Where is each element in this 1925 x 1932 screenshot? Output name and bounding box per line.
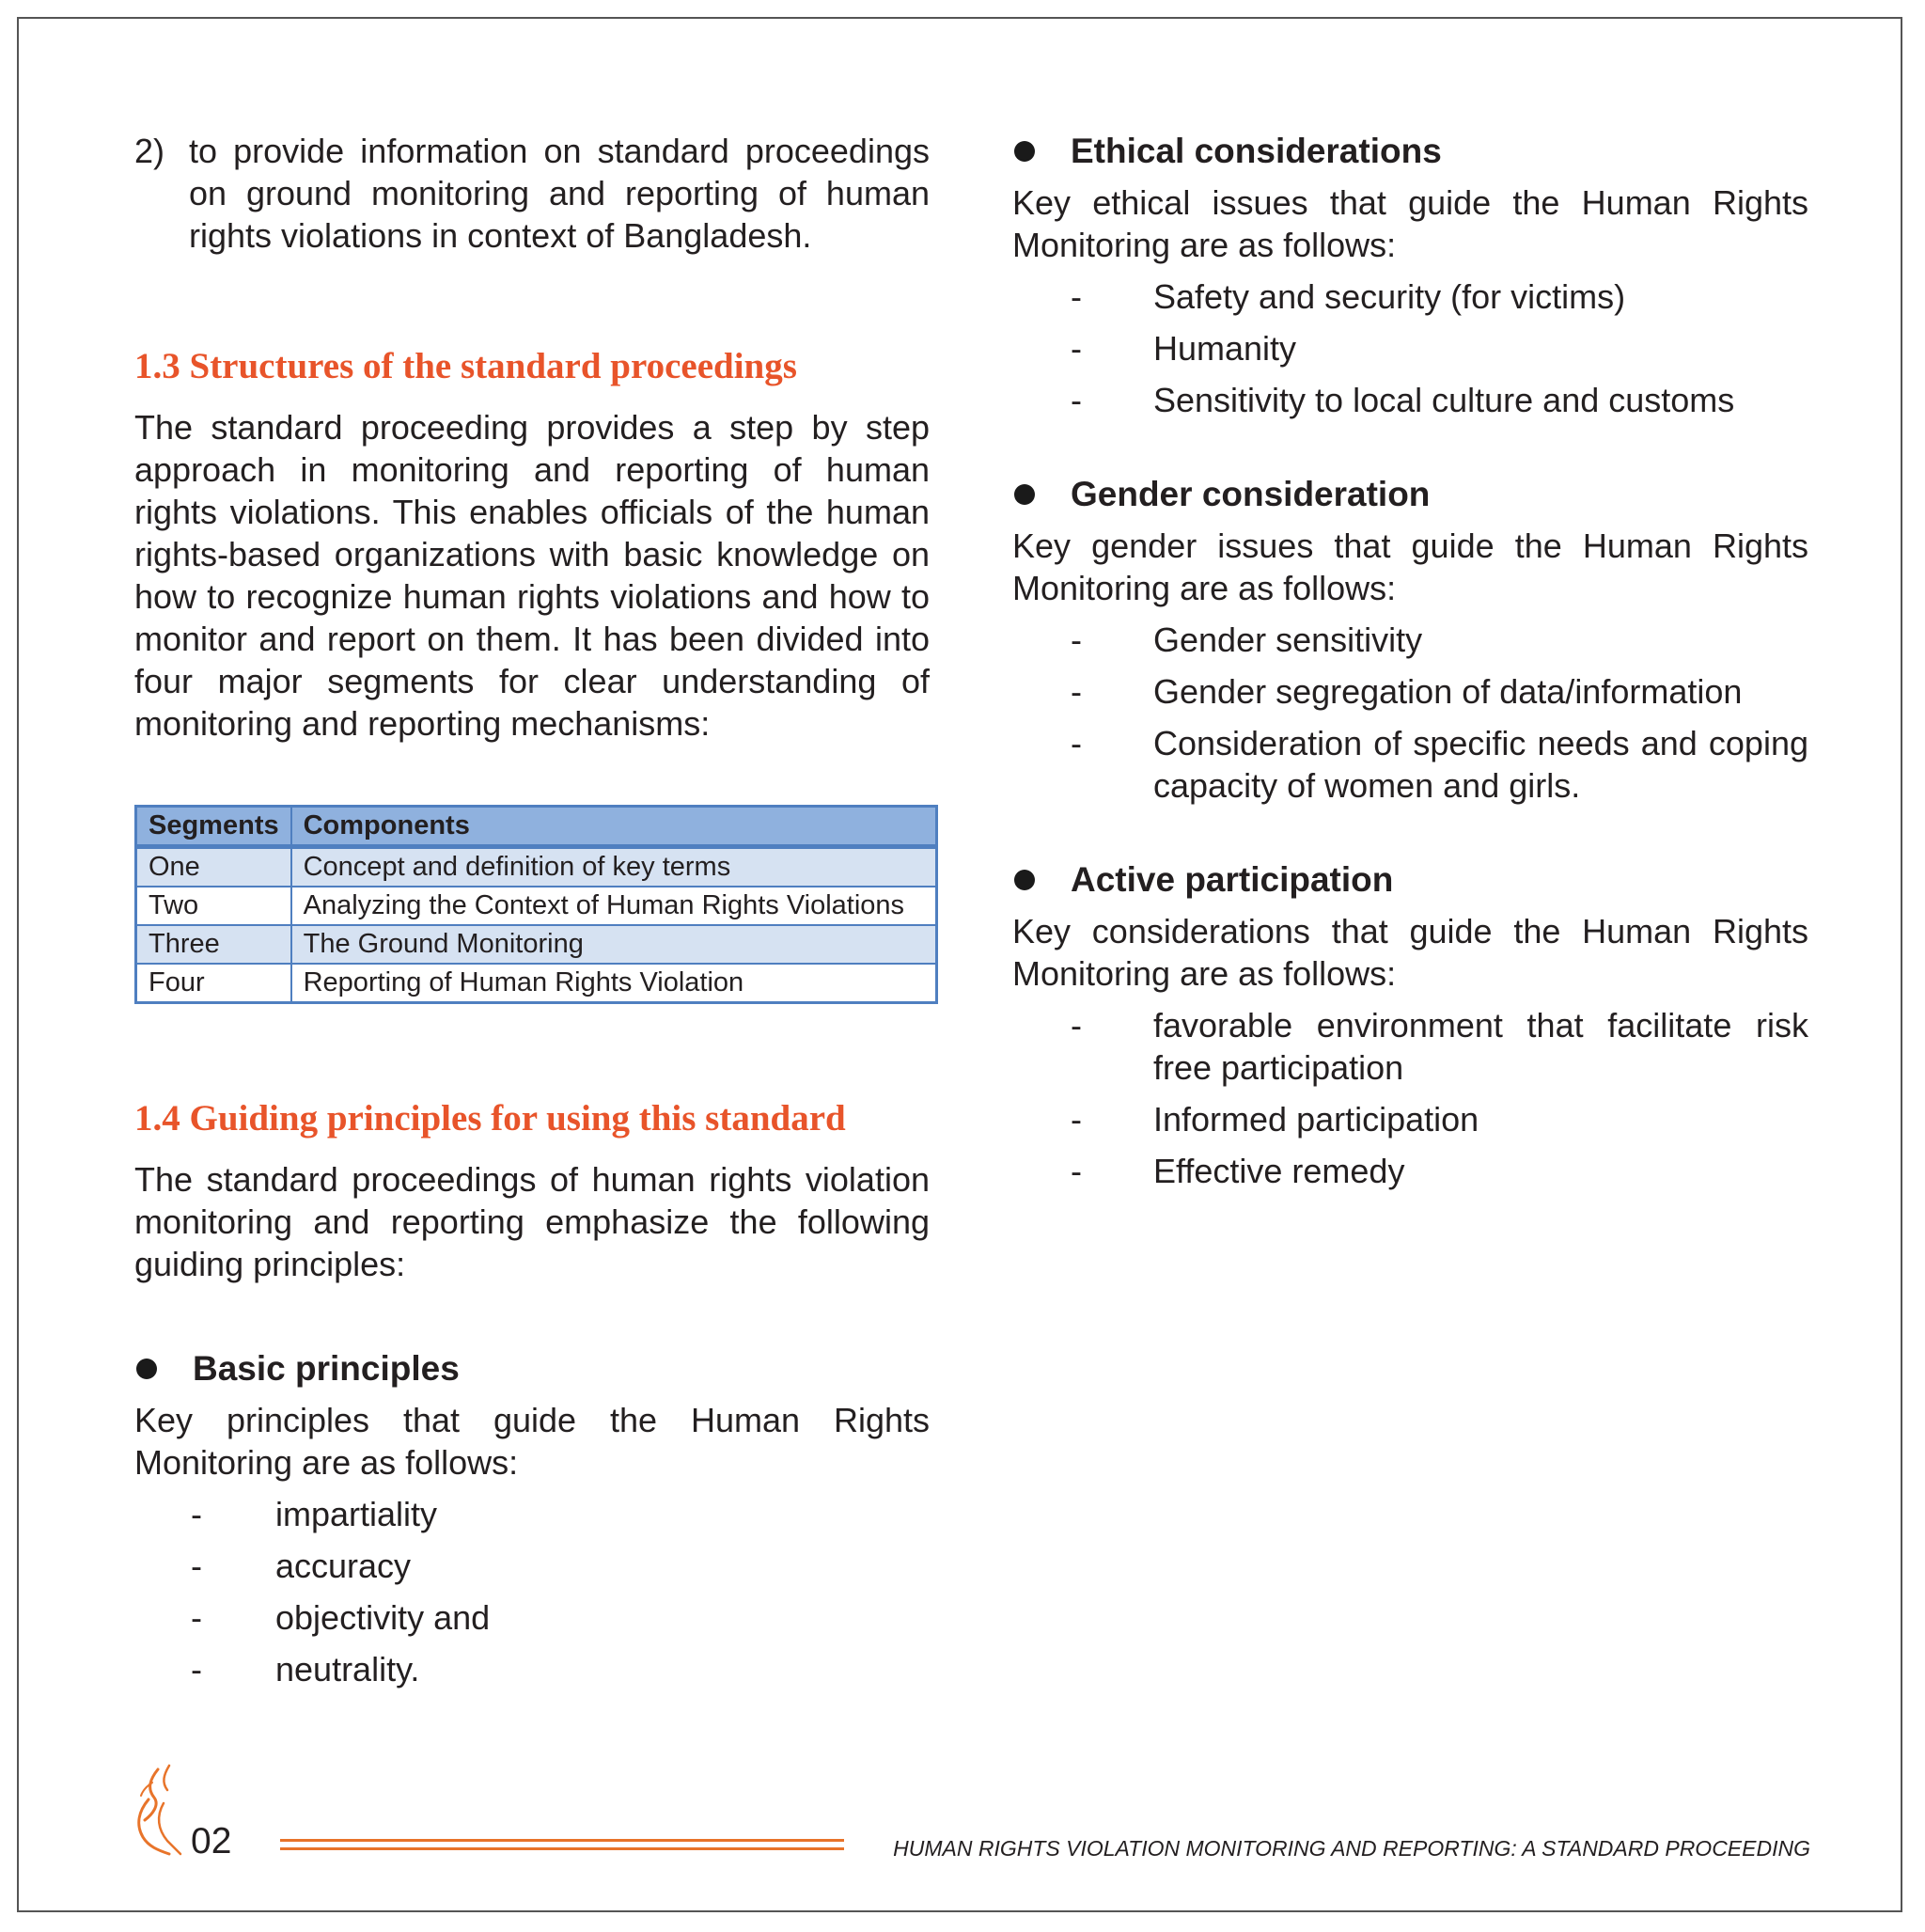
list-item	[1012, 1150, 1808, 1192]
table-row	[136, 964, 937, 1003]
list-item-text: Gender sensitivity	[1153, 620, 1423, 659]
active-participation-heading	[1012, 858, 1808, 901]
list-item	[1012, 670, 1808, 713]
dash-icon: -	[1071, 277, 1082, 316]
list-item	[1012, 1004, 1808, 1089]
section-heading-1-4: 1.4 Guiding principles for using this standard	[134, 1098, 846, 1139]
dash-icon: -	[1071, 724, 1082, 762]
basic-principles-list	[134, 1493, 930, 1690]
list-item	[134, 1596, 930, 1639]
table-cell-segment: One	[136, 847, 291, 887]
active-participation-intro: Key considerations that guide the Human Rights Monitoring are as follows:	[1012, 912, 1808, 993]
section-1-3-body: The standard proceeding provides a step by step approach in monitoring and reporting of human rights violations. This enables officials of the human rights-based organizations with basic knowledge on how to recognize human rights violations and how to monitor and report on them. It has been divided into four major segments for clear understanding of monitoring and reporting mechanisms:	[134, 408, 930, 743]
intro-item	[134, 130, 930, 257]
table-row	[136, 925, 937, 964]
table-cell-component: Reporting of Human Rights Violation	[291, 964, 937, 1003]
list-item-text: Gender segregation of data/information	[1153, 672, 1743, 711]
ethical-list	[1012, 275, 1808, 421]
left-column	[134, 130, 930, 1700]
gender-heading	[1012, 473, 1808, 515]
list-item	[1012, 619, 1808, 661]
dash-icon: -	[191, 1547, 202, 1585]
list-item	[134, 1648, 930, 1690]
dash-icon: -	[1071, 620, 1082, 659]
running-title: HUMAN RIGHTS VIOLATION MONITORING AND REPORTING: A STANDARD PROCEEDING	[893, 1836, 1810, 1861]
list-item-text: accuracy	[275, 1547, 412, 1585]
list-item-text: Informed participation	[1153, 1100, 1479, 1139]
table-header-row	[136, 807, 937, 847]
table-cell-segment: Four	[136, 964, 291, 1003]
ethical-title: Ethical considerations	[1071, 132, 1442, 170]
list-item	[1012, 1098, 1808, 1140]
list-item-text: objectivity and	[275, 1598, 491, 1637]
list-item-text: Humanity	[1153, 329, 1297, 368]
ethical-heading	[1012, 130, 1808, 172]
basic-principles-title: Basic principles	[193, 1349, 460, 1388]
table-cell-component: Analyzing the Context of Human Rights Violations	[291, 887, 937, 925]
dash-icon: -	[1071, 672, 1082, 711]
bullet-icon	[1014, 141, 1035, 162]
bullet-icon	[136, 1359, 157, 1379]
dash-icon: -	[1071, 1100, 1082, 1139]
dash-icon: -	[1071, 381, 1082, 419]
gender-intro: Key gender issues that guide the Human Rights Monitoring are as follows:	[1012, 526, 1808, 607]
basic-principles-heading	[134, 1347, 930, 1390]
section-heading-1-3: 1.3 Structures of the standard proceedings	[134, 346, 797, 386]
list-item-text: neutrality.	[275, 1650, 420, 1689]
gender-list	[1012, 619, 1808, 807]
list-item	[1012, 275, 1808, 318]
bullet-icon	[1014, 870, 1035, 890]
table-cell-component: Concept and definition of key terms	[291, 847, 937, 887]
list-item-text: Safety and security (for victims)	[1153, 277, 1626, 316]
intro-text: to provide information on standard proceedings on ground monitoring and reporting of human rights violations in context of Bangladesh.	[189, 132, 930, 255]
table-cell-segment: Three	[136, 925, 291, 964]
dash-icon: -	[191, 1495, 202, 1533]
table-header-components: Components	[291, 807, 937, 847]
table-header-segments: Segments	[136, 807, 291, 847]
list-item	[1012, 327, 1808, 369]
gender-title: Gender consideration	[1071, 475, 1431, 513]
table-cell-segment: Two	[136, 887, 291, 925]
list-item-text: impartiality	[275, 1495, 438, 1533]
active-participation-title: Active participation	[1071, 860, 1394, 899]
ethical-intro: Key ethical issues that guide the Human Rights Monitoring are as follows:	[1012, 183, 1808, 264]
table-row	[136, 847, 937, 887]
list-item	[1012, 722, 1808, 807]
basic-principles-intro: Key principles that guide the Human Rights Monitoring are as follows:	[134, 1401, 930, 1482]
list-item	[1012, 379, 1808, 421]
list-item-text: favorable environment that facilitate risk free participation	[1153, 1006, 1808, 1087]
list-item	[134, 1493, 930, 1535]
active-participation-list	[1012, 1004, 1808, 1192]
intro-number: 2)	[134, 132, 165, 170]
table-cell-component: The Ground Monitoring	[291, 925, 937, 964]
dash-icon: -	[1071, 1006, 1082, 1045]
page-number: 02	[191, 1821, 232, 1861]
list-item	[134, 1545, 930, 1587]
dash-icon: -	[1071, 329, 1082, 368]
section-1-4-body: The standard proceedings of human rights violation monitoring and reporting emphasize the following guiding principles:	[134, 1160, 930, 1283]
list-item-text: Consideration of specific needs and coping capacity of women and girls.	[1153, 724, 1808, 805]
right-column	[1012, 130, 1808, 1202]
list-item-text: Effective remedy	[1153, 1152, 1405, 1190]
segments-table	[134, 805, 938, 1004]
table-row	[136, 887, 937, 925]
list-item-text: Sensitivity to local culture and customs	[1153, 381, 1735, 419]
dash-icon: -	[191, 1650, 202, 1689]
dash-icon: -	[191, 1598, 202, 1637]
dash-icon: -	[1071, 1152, 1082, 1190]
bullet-icon	[1014, 484, 1035, 505]
